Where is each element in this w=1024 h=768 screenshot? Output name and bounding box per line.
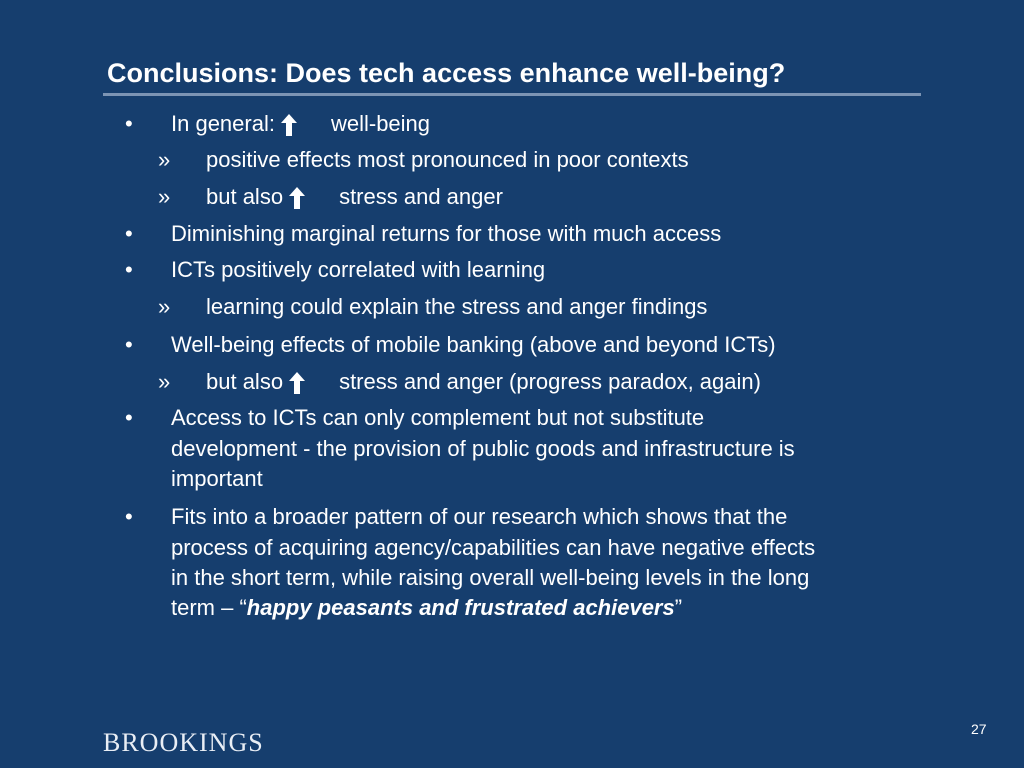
sub-marker: » [158, 369, 171, 394]
list-subitem-text: stress and anger (progress paradox, again) [339, 369, 761, 394]
bullet-marker: • [125, 257, 133, 282]
list-item-text: Fits into a broader pattern of our research which shows that the [171, 504, 788, 529]
bullet-marker: • [125, 405, 133, 430]
list-item-text: term – “ [171, 595, 247, 620]
bullet-marker: • [125, 111, 133, 136]
list-item-text: Diminishing marginal returns for those with much access [171, 221, 722, 246]
list-item-text: well-being [330, 111, 431, 136]
list-item-text: important [171, 466, 263, 491]
sub-marker: » [158, 184, 171, 209]
up-arrow-icon [288, 186, 306, 210]
bullet-marker: • [125, 332, 133, 357]
list-item-text: In general: [171, 111, 275, 136]
list-subitem-text: positive effects most pronounced in poor contexts [206, 147, 689, 172]
list-item-text: development - the provision of public goods and infrastructure is [171, 436, 795, 461]
list-subitem-text: stress and anger [339, 184, 503, 209]
list-item-text: Well-being effects of mobile banking (above and beyond ICTs) [171, 332, 776, 357]
sub-marker: » [158, 147, 171, 172]
brookings-logo: BROOKINGS [103, 728, 264, 757]
list-subitem-text: but also [206, 184, 284, 209]
up-arrow-icon [288, 371, 306, 395]
page-number: 27 [971, 721, 987, 737]
list-item-text: ICTs positively correlated with learning [171, 257, 546, 282]
emphasis-text: happy peasants and frustrated achievers [246, 595, 675, 620]
bullet-marker: • [125, 221, 133, 246]
sub-marker: » [158, 294, 171, 319]
list-subitem-text: but also [206, 369, 284, 394]
list-subitem-text: learning could explain the stress and anger findings [206, 294, 708, 319]
bullet-marker: • [125, 504, 133, 529]
slide-title: Conclusions: Does tech access enhance well-being? [107, 58, 786, 88]
list-item-text: in the short term, while raising overall well-being levels in the long [171, 565, 810, 590]
list-item-text: process of acquiring agency/capabilities can have negative effects [171, 535, 816, 560]
list-item-text: ” [674, 595, 683, 620]
up-arrow-icon [280, 113, 298, 137]
list-item-text: Access to ICTs can only complement but not substitute [171, 405, 705, 430]
